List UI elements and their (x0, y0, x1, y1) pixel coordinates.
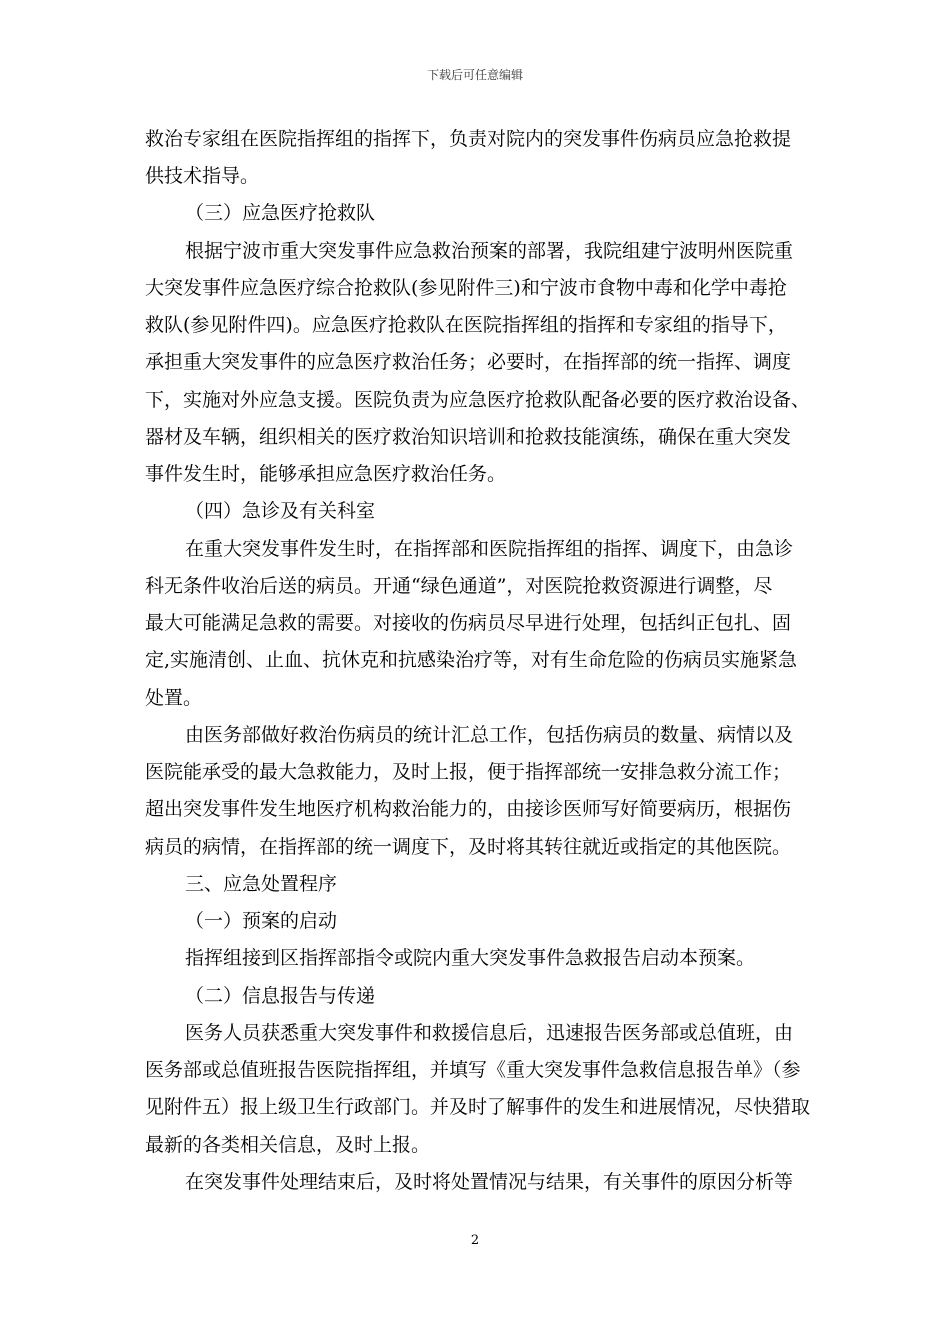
body-line: 承担重大突发事件的应急医疗救治任务；必要时，在指挥部的统一指挥、调度 (145, 351, 792, 373)
body-line: 在重大突发事件发生时，在指挥部和医院指挥组的指挥、调度下，由急诊 (185, 538, 794, 560)
body-line: 器材及车辆，组织相关的医疗救治知识培训和抢救技能演练，确保在重大突发 (145, 426, 792, 448)
body-line: 根据宁波市重大突发事件应急救治预案的部署，我院组建宁波明州医院重 (185, 240, 794, 262)
section-heading: 三、应急处置程序 (185, 873, 338, 895)
body-line: 最新的各类相关信息，及时上报。 (145, 1134, 431, 1156)
body-line: 救队(参见附件四)。应急医疗抢救队在医院指挥组的指挥和专家组的指导下， (145, 314, 787, 336)
body-line: 超出突发事件发生地医疗机构救治能力的，由接诊医师写好简要病历，根据伤 (145, 798, 792, 820)
body-line: 见附件五）报上级卫生行政部门。并及时了解事件的发生和进展情况，尽快猎取 (145, 1096, 811, 1118)
body-line: 供技术指导。 (145, 165, 260, 187)
section-heading: （一）预案的启动 (185, 910, 338, 932)
body-line: 由医务部做好救治伤病员的统计汇总工作，包括伤病员的数量、病情以及 (185, 724, 794, 746)
body-line: 定,实施清创、止血、抗休克和抗感染治疗等，对有生命危险的伤病员实施紧急 (145, 649, 798, 671)
body-line: 事件发生时，能够承担应急医疗救治任务。 (145, 463, 507, 485)
page-number: 2 (470, 1233, 480, 1248)
body-line: 病员的病情，在指挥部的统一调度下，及时将其转往就近或指定的其他医院。 (145, 836, 792, 858)
body-line: 指挥组接到区指挥部指令或院内重大突发事件急救报告启动本预案。 (185, 947, 756, 969)
section-heading: （四）急诊及有关科室 (185, 500, 376, 522)
page-header: 下载后可任意编辑 (426, 68, 523, 82)
body-line: 处置。 (145, 687, 203, 709)
body-line: 下，实施对外应急支援。医院负责为应急医疗抢救队配备必要的医疗救治设备、 (145, 389, 811, 411)
section-heading: （三）应急医疗抢救队 (185, 202, 376, 224)
body-line: 最大可能满足急救的需要。对接收的伤病员尽早进行处理，包括纠正包扎、固 (145, 612, 792, 634)
body-line: 医院能承受的最大急救能力，及时上报，便于指挥部统一安排急救分流工作； (145, 761, 792, 783)
body-line: 科无条件收治后送的病员。开通“绿色通道”，对医院抢救资源进行调整，尽 (145, 575, 773, 597)
body-line: 医务部或总值班报告医院指挥组，并填写《重大突发事件急救信息报告单》（参 (145, 1059, 801, 1081)
body-line: 大突发事件应急医疗综合抢救队(参见附件三)和宁波市食物中毒和化学中毒抢 (145, 277, 787, 299)
body-line: 医务人员获悉重大突发事件和救援信息后，迅速报告医务部或总值班，由 (185, 1022, 794, 1044)
body-line: 救治专家组在医院指挥组的指挥下，负责对院内的突发事件伤病员应急抢救提 (145, 128, 792, 150)
section-heading: （二）信息报告与传递 (185, 985, 376, 1007)
body-line: 在突发事件处理结束后，及时将处置情况与结果，有关事件的原因分析等 (185, 1171, 794, 1193)
